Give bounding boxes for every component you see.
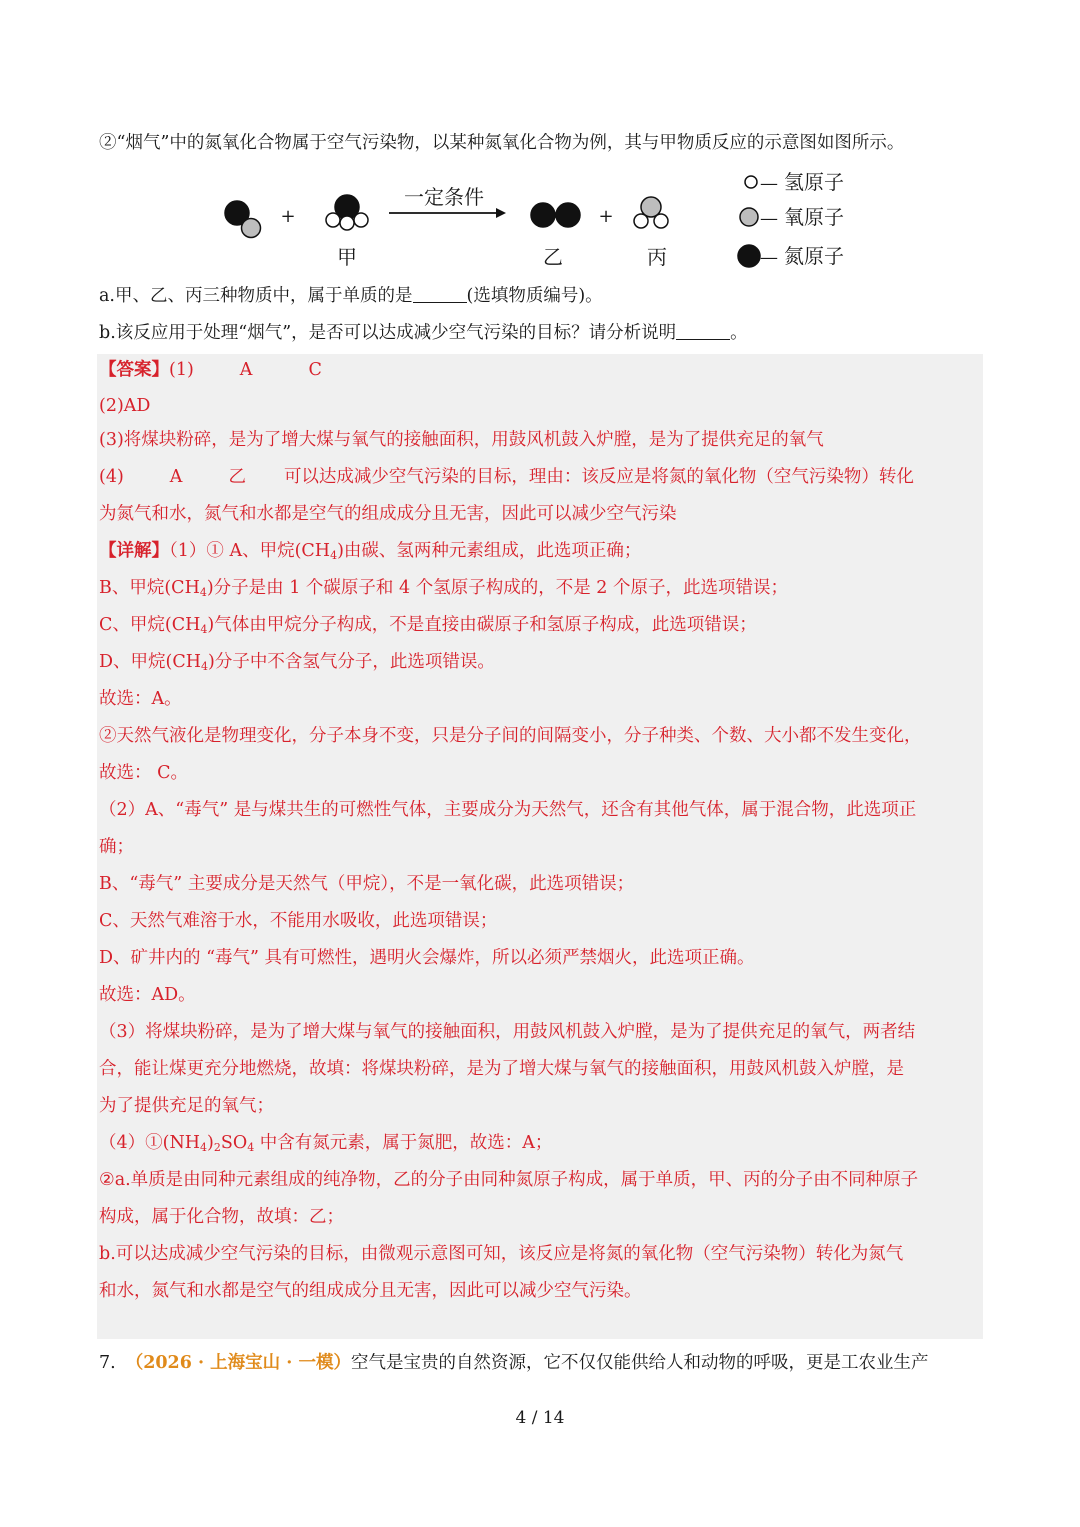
reaction-diagram [0,160,1080,280]
gray-circle-icon [740,208,758,226]
detail-tag: 【详解】 [99,541,169,561]
question-a-suffix: (选填物质编号)。 [466,286,603,306]
answer-tag: 【答案】 [99,360,169,380]
answer-line-5: 为氮气和水，氮气和水都是空气的组成成分且无害，因此可以减少空气污染 [99,504,677,524]
detail-line-4: D、甲烷$(CH_4)$分子中不含氢气分子，此选项错误。 [99,652,495,673]
answer-1-label: (1) [169,360,194,380]
reaction-arrow-icon [389,208,506,218]
detail-line-5: 故选：A。 [99,689,182,709]
legend-oxygen-label: 氧原子 [784,205,844,229]
label-yi: 乙 [543,245,563,269]
answer-4-value-2: 乙 [228,467,246,487]
detail-line-12: D、矿井内的 “毒气” 具有可燃性，遇明火会爆炸，所以必须严禁烟火，此选项正确。 [99,948,755,968]
answer-1-value-1: A [239,360,253,380]
legend-dash-2: — [760,208,778,229]
detail-line-21: 和水，氮气和水都是空气的组成成分且无害，因此可以减少空气污染。 [99,1281,642,1301]
intro-text: ②“烟气”中的氮氧化合物属于空气污染物，以某种氮氧化合物为例，其与甲物质反应的示意图如图所示。 [99,133,905,153]
question-7-number: 7. [99,1353,116,1373]
molecule-jia-icon [326,195,368,230]
question-b-suffix: 。 [730,323,748,343]
question-b [99,320,748,346]
detail-line-1: 【详解】（1）① A、甲烷$(CH_4)$由碳、氢两种元素组成，此选项正确； [99,541,642,562]
detail-line-14: （3）将煤块粉碎，是为了增大煤与氧气的接触面积，用鼓风机鼓入炉膛，是为了提供充足的氧气，两者结 [99,1022,916,1042]
plus-sign-2: + [598,206,614,227]
legend-dash-1: — [760,173,778,194]
detail-line-7: 故选： C。 [99,763,188,783]
answer-blank [676,321,730,340]
page-number: 4 / 14 [515,1408,565,1428]
answer-line-1 [99,357,322,383]
question-7-text: 空气是宝贵的自然资源，它不仅仅能供给人和动物的呼吸，更是工农业生产 [350,1353,929,1373]
answer-blank [413,284,467,303]
plus-sign-1: + [280,206,296,227]
legend-dash-3: — [760,247,778,268]
legend-nitrogen-label: 氮原子 [784,244,844,268]
answer-line-2: (2)AD [99,396,151,416]
detail-line-8: （2）A、“毒气” 是与煤共生的可燃性气体，主要成分为天然气，还含有其他气体，属于混合物，此选项正 [99,800,917,820]
answer-line-4 [99,464,914,490]
legend [738,170,844,268]
detail-line-9: 确； [99,837,134,857]
detail-line-19: 构成，属于化合物，故填：乙； [99,1207,344,1227]
molecule-bing-icon [634,197,668,228]
label-bing: 丙 [647,245,667,269]
white-circle-icon [745,176,757,188]
question-a-text: a.甲、乙、丙三种物质中，属于单质的是 [99,286,413,306]
detail-line-11: C、天然气难溶于水，不能用水吸收，此选项错误； [99,911,498,931]
detail-line-20: b.可以达成减少空气污染的目标，由微观示意图可知，该反应是将氮的氧化物（空气污染物）转化为氮气 [99,1244,904,1264]
answer-4-value-1: A [169,467,183,487]
question-a [99,283,603,309]
detail-line-10: B、“毒气” 主要成分是天然气（甲烷），不是一氧化碳，此选项错误； [99,874,635,894]
question-7 [99,1350,928,1376]
detail-line-18: ②a.单质是由同种元素组成的纯净物，乙的分子由同种氮原子构成，属于单质，甲、丙的分子由不同种原子 [99,1170,919,1190]
detail-line-13: 故选：AD。 [99,985,196,1005]
question-b-text: b.该反应用于处理“烟气”，是否可以达成减少空气污染的目标？请分析说明 [99,323,677,343]
reactant-nitrogen-oxide-icon [225,201,261,238]
answer-4-text: 可以达成减少空气污染的目标，理由：该反应是将氮的氧化物（空气污染物）转化 [283,467,914,487]
answer-line-3: (3)将煤块粉碎，是为了增大煤与氧气的接触面积，用鼓风机鼓入炉膛，是为了提供充足的氧气 [99,430,824,450]
legend-hydrogen-label: 氢原子 [784,170,844,194]
detail-line-2: B、甲烷$(CH_4)$分子是由 1 个碳原子和 4 个氢原子构成的，不是 2 个原子，此选项错误； [99,578,788,599]
molecule-yi-icon [531,203,580,227]
reaction-condition: 一定条件 [404,185,484,209]
detail-line-15: 合，能让煤更充分地燃烧，故填：将煤块粉碎，是为了增大煤与氧气的接触面积，用鼓风机鼓入炉膛，是 [99,1059,904,1079]
detail-line-17: $(4)①(NH_4)_2SO_4$ 中含有氮元素，属于氮肥，故选：A； [99,1133,553,1154]
answer-4-label: (4) [99,467,124,487]
black-circle-icon [738,245,760,267]
label-jia: 甲 [337,245,357,269]
answer-1-value-2: C [308,360,322,380]
detail-line-3: C、甲烷$(CH_4)$气体由甲烷分子构成，不是直接由碳原子和氢原子构成，此选项错误； [99,615,757,636]
detail-line-6: ②天然气液化是物理变化，分子本身不变，只是分子间的间隔变小，分子种类、个数、大小都不发生变化， [99,726,922,746]
detail-line-16: 为了提供充足的氧气； [99,1096,274,1116]
question-7-source-tag: （2026 · 上海宝山 · 一模） [125,1353,351,1373]
